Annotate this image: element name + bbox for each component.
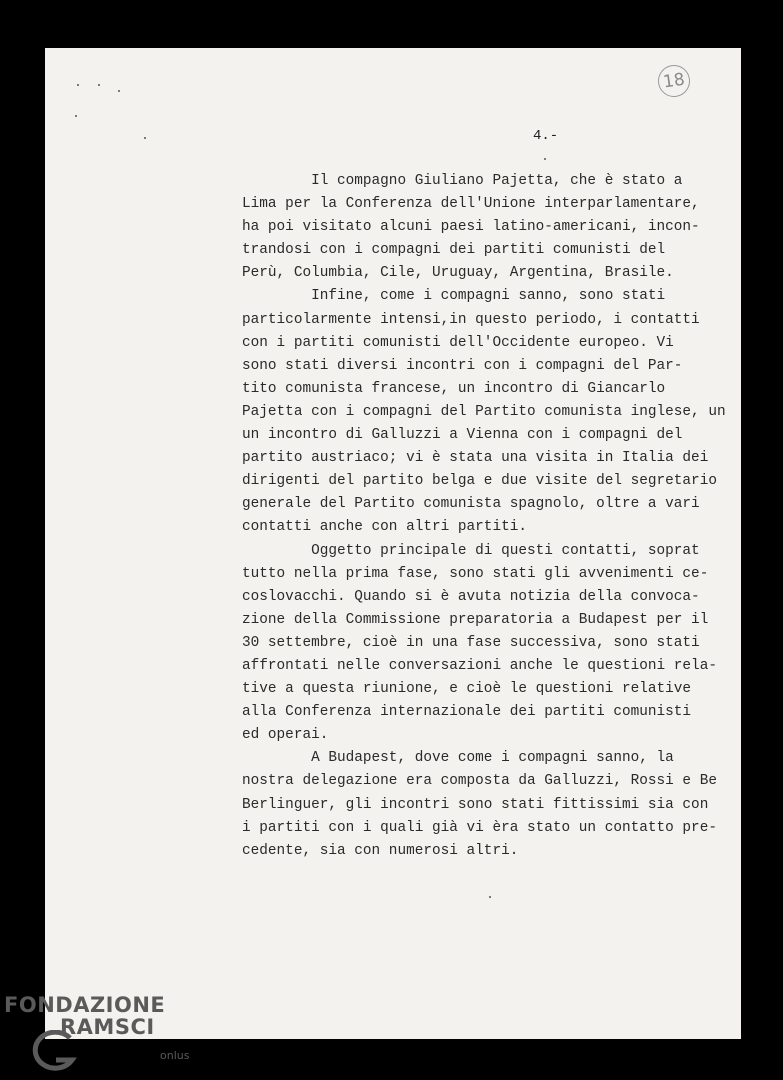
text-line: trandosi con i compagni dei partiti comunisti del [242,242,666,259]
text-line: con i partiti comunisti dell'Occidente europeo. Vi [242,334,674,351]
text-line: Perù, Columbia, Cile, Uruguay, Argentina, Brasile. [242,265,674,282]
text-line: affrontati nelle conversazioni anche le questioni rela- [242,657,717,674]
text-line: 30 settembre, cioè in una fase successiva, sono stati [242,634,700,651]
watermark-suffix: onlus [160,1049,190,1062]
text-line: Pajetta con i compagni del Partito comunista inglese, un [242,403,726,420]
body-text [242,170,726,863]
text-line: tutto nella prima fase, sono stati gli avvenimenti ce- [242,565,709,582]
text-line: Infine, come i compagni sanno, sono stati [242,288,666,305]
text-line: tito comunista francese, un incontro di Giancarlo [242,380,666,397]
text-line: tive a questa riunione, e cioè le questioni relative [242,681,692,698]
stray-mark [75,115,77,117]
watermark-line2: RAMSCI [60,1015,155,1039]
text-line: Oggetto principale di questi contatti, soprat [242,542,700,559]
stray-mark [98,84,100,86]
text-line: Berlinguer, gli incontri sono stati fittissimi sia con [242,796,709,813]
text-line: generale del Partito comunista spagnolo, oltre a vari [242,496,700,513]
stray-mark [544,158,546,160]
gramsci-g-icon [30,1030,80,1074]
text-line: i partiti con i quali già vi èra stato un contatto pre- [242,819,717,836]
text-line: particolarmente intensi,in questo periodo, i contatti [242,311,700,328]
text-line: coslovacchi. Quando si è avuta notizia della convoca- [242,588,700,605]
stray-mark [118,90,120,92]
stray-mark [77,84,79,86]
text-line: dirigenti del partito belga e due visite del segretario [242,473,717,490]
text-line: alla Conferenza internazionale dei partiti comunisti [242,704,692,721]
text-line: ha poi visitato alcuni paesi latino-americani, incon- [242,219,700,236]
text-line: Lima per la Conferenza dell'Unione interparlamentare, [242,196,700,213]
text-line: un incontro di Galluzzi a Vienna con i compagni del [242,427,683,444]
page-number: 4.- [533,128,559,144]
text-line: Il compagno Giuliano Pajetta, che è stato a [242,173,683,189]
folio-number: 18 [661,69,687,93]
text-line: cedente, sia con numerosi altri. [242,842,519,859]
text-line: contatti anche con altri partiti. [242,519,527,536]
text-line: ed operai. [242,727,329,744]
watermark-logo [4,994,165,1038]
text-line: A Budapest, dove come i compagni sanno, la [242,750,674,767]
text-line: nostra delegazione era composta da Galluzzi, Rossi e Be [242,773,717,790]
stray-mark [489,896,491,898]
watermark-line1: FONDAZIONE [4,993,166,1017]
text-line: sono stati diversi incontri con i compagni del Par- [242,357,683,374]
stray-mark [144,137,146,139]
text-line: zione della Commissione preparatoria a Budapest per il [242,611,709,628]
text-line: partito austriaco; vi è stata una visita in Italia dei [242,450,709,467]
